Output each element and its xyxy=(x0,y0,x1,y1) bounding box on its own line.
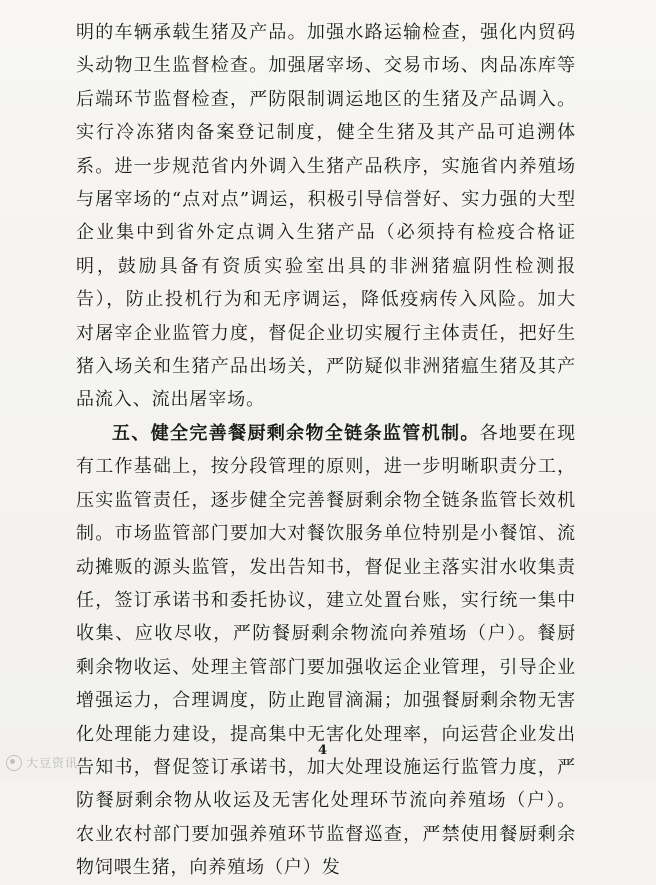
page-number: 4 xyxy=(318,743,328,758)
paragraph-continued: 明的车辆承载生猪及产品。加强水路运输检查，强化内贸码头动物卫生监督检查。加强屠宰场、交易市场、肉品冻库等后端环节监督检查，严防限制调运地区的生猪及产品调入。实行冷冻猪肉备案登记制度，健全生猪及其产品可追溯体系。进一步规范省内外调入生猪产品秩序，实施省内养殖场与屠宰场的“点对点”调运，积极引导信誉好、实力强的大型企业集中到省外定点调入生猪产品（必须持有检疫合格证明，鼓励具备有资质实验室出具的非洲猪瘟阴性检测报告），防止投机行为和无序调运，降低疫病传入风险。加大对屠宰企业监管力度，督促企业切实履行主体责任，把好生猪入场关和生猪产品出场关，严防疑似非洲猪瘟生猪及其产品流入、流出屠宰场。 xyxy=(76,22,576,411)
watermark-logo-icon xyxy=(6,755,22,771)
watermark xyxy=(6,754,78,771)
section-body: 各地要在现有工作基础上，按分段管理的原则，进一步明晰职责分工，压实监管责任，逐步健全完善餐厨剩余物全链条监管长效机制。市场监管部门要加大对餐饮服务单位特别是小餐馆、流动摊贩的源头监管，发出告知书，督促业主落实泔水收集责任，签订承诺书和委托协议，建立处置台账，实行统一集中收集、应收尽收，严防餐厨剩余物流向养殖场（户）。餐厨剩余物收运、处理主管部门要加强收运企业管理，引导企业增强运力，合理调度，防止跑冒滴漏；加强餐厨剩余物无害化处理能力建设，提高集中无害化处理率，向运营企业发出告知书，督促签订承诺书，加大处理设施运行监管力度，严防餐厨剩余物从收运及无害化处理环节流向养殖场（户）。农业农村部门要加强养殖环节监督巡查，严禁使用餐厨剩余物饲喂生猪，向养殖场（户）发 xyxy=(76,422,576,879)
paragraph-section-five xyxy=(76,417,576,885)
section-heading: 五、健全完善餐厨剩余物全链条监管机制。 xyxy=(112,422,480,444)
watermark-text: 大豆资讯 xyxy=(26,756,79,770)
